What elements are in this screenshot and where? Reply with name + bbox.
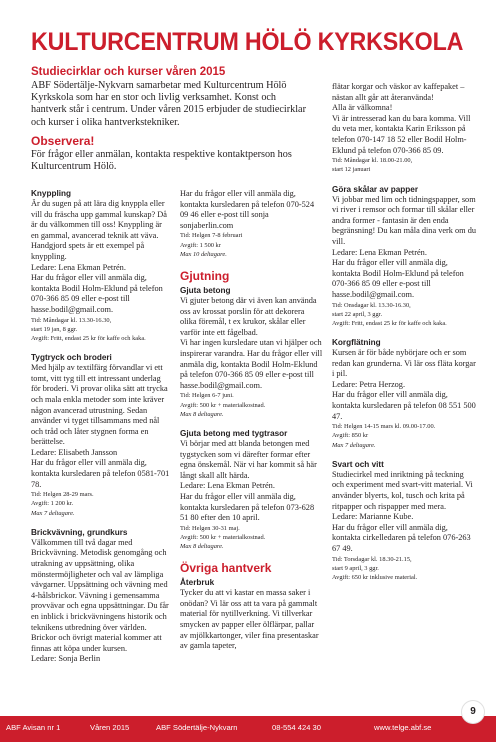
course-title: Göra skålar av papper (332, 184, 419, 194)
course-body: Vi jobbar med lim och tidningspapper, som vi river i remsor och formar till skålar eller andra former - fantasin är den enda begränsning! Du kan måla dina verk om du vill. Ledare: Lena Ekman Petrén. Har du frågor eller vill anmäla dig, kontakta Bodil Holm-Eklund på telefon 070-366 85 09 eller e-post till hasse.bodil@gmail.com. (332, 194, 477, 299)
page-title: KULTURCENTRUM HÖLÖ KYRKSKOLA (31, 28, 464, 56)
footer-org: ABF Södertälje-Nykvarn (156, 723, 238, 732)
course-start: start 22 april, 3 ggr. (332, 310, 383, 318)
footer-website[interactable]: www.telge.abf.se (374, 723, 432, 732)
course-title: Svart och vitt (332, 459, 384, 469)
course-body: Har du frågor eller vill anmäla dig, kontakta kursledaren på telefon 070-524 09 46 eller e-post till sonja sonjaberlin.com (180, 189, 315, 230)
intro-text: ABF Södertälje-Nykvarn samarbetar med Kulturcentrum Hölö Kyrkskola som har en stor och livlig verksamhet. Konst och hantverk står i centrum. Under våren 2015 erbjuder de studiecirklar och kurser i olika hantverkstekniker. (31, 80, 306, 128)
course-time: Tid: Onsdagar kl. 13.30-16.30, (332, 301, 411, 309)
course-body: Tycker du att vi kastar en massa saker i onödan? Vi lär oss att ta vara på gammalt material för nytillverkning. Vi tillverkar smycken av papper eller ölflärpar, pallar av mjölkkartonger, viler fina presentaskar av gamla tapeter, (180, 588, 319, 651)
course-gjuta-tygtrasor (180, 429, 323, 551)
course-time: Tid: Helgen 6-7 juni. (180, 392, 234, 400)
course-time: Tid: Helgen 30-31 maj. (180, 524, 240, 532)
course-title: Korgflätning (332, 338, 381, 348)
course-fee: Avgift: 850 kr (332, 432, 369, 440)
course-fee: Avgift: 1 200 kr. (31, 500, 74, 508)
course-time: Tid: Måndagar kl. 13.30-16.30, (31, 316, 112, 324)
course-start: start 19 jan, 8 ggr. (31, 325, 78, 333)
course-fee: Avgift: 500 kr + materialkostnad. (180, 401, 266, 409)
course-time: Tid: Helgen 14-15 mars kl. 09.00-17.00. (332, 423, 436, 431)
course-time: Tid: Helgen 7-8 februari (180, 232, 243, 240)
footer-bar (0, 716, 496, 742)
course-body: Är du sugen på att lära dig knyppla eller vill du fräscha upp gammal kunskap? Då är du välkommen till oss! Knyppling är en gammal, avancerad teknik att väva. Handgjord spets är ett exempel på knyppling. Ledare: Lena Ekman Petrén. Har du frågor eller vill anmäla dig, kontakta Bodil Holm-Eklund på telefon 070-366 85 09 eller e-post till hasse.bodil@gmail.com. (31, 199, 167, 314)
column-1 (31, 189, 171, 675)
course-knyppling (31, 189, 171, 343)
course-tygtryck (31, 353, 171, 518)
course-title: Gjuta betong (180, 285, 231, 295)
course-korgflatning (332, 338, 477, 450)
course-time: Tid: Helgen 28-29 mars. (31, 491, 94, 499)
notice-text: För frågor eller anmälan, kontakta respektive kontaktperson hos Kulturcentrum Hölö. (31, 148, 292, 173)
course-title: Tygtryck och broderi (31, 353, 112, 363)
course-start: start 12 januari (332, 166, 371, 174)
course-body: Kursen är för både nybörjare och er som redan kan grunderna. Vi lär oss fläta korgar i pil. Ledare: Petra Herzog. Har du frågor eller vill anmäla dig, kontakta kursledaren på telefon 08 551 500 47. (332, 348, 476, 421)
course-brickvavning (31, 528, 171, 665)
footer-season: Våren 2015 (90, 723, 130, 732)
page-number: 9 (462, 701, 484, 723)
course-capacity: Max 7 deltagare. (332, 441, 376, 449)
course-time: Tid: Måndagar kl. 18.00-21.00, (332, 157, 413, 165)
course-body: Med hjälp av textilfärg förvandlar vi ett tomt, vitt tyg till ett intressant underlag för broderi. Vi provar olika sätt att trycka och mala enkla metoder som inte kräver någon avancerad utrustning. Sedan använder vi tyget tillsammans med nål och tråd och låter stygnen forma en berättelse. Ledare: Elisabeth Jansson Har du frågor eller vill anmäla dig, kontakta kursledaren på telefon 0581-701 78. (31, 363, 170, 489)
course-brickvavning-cont (180, 189, 323, 259)
course-aterbruk (180, 578, 323, 652)
course-body: flätar korgar och väskor av kaffepaket – nästan allt går att återanvända! Alla är välkomna! Vi är intresserad kan du bara komma. Vill du veta mer, kontakta Karin Eriksson på telefon 070-147 18 52 eller Bodil Holm-Eklund på telefon 070-366 85 09. (332, 82, 471, 155)
column-2 (180, 189, 323, 662)
course-time: Tid: Torsdagar kl. 18.30-21.15, (332, 555, 412, 563)
column-3 (332, 82, 477, 592)
course-svart-och-vitt (332, 460, 477, 582)
course-fee: Avgift: Fritt, endast 25 kr för kaffe och kaka. (31, 334, 146, 342)
course-capacity: Max 8 deltagare. (180, 410, 224, 418)
course-title: Gjuta betong med tygtrasor (180, 428, 288, 438)
course-fee: Avgift: 500 kr + materialkostnad. (180, 533, 266, 541)
course-body: Vi gjuter betong där vi även kan använda oss av krossat porslin för att dekorera olika föremål, t ex krukor, skålar eller varför inte ett fågelbad. Vi har ingen kursledare utan vi hjälper och inspirerar varandra. Har du frågor eller vill anmäla dig, kontakta Bodil Holm-Eklund på telefon 070-366 85 09 eller e-post till hasse.bodil@gmail.com. (180, 295, 323, 390)
course-skalar (332, 185, 477, 329)
course-gjuta-betong (180, 286, 323, 419)
course-capacity: Max 10 deltagare. (180, 250, 227, 258)
course-body: Studiecirkel med inriktning på teckning och experiment med svart-vitt material. Vi använder blyerts, kol, tusch och krita på ritpapper och rispapper med mera. Ledare: Marianne Kube. Har du frågor eller vill anmäla dig, kontakta cirkelledaren på telefon 076-263 67 49. (332, 469, 473, 554)
course-body: Välkommen till två dagar med Brickvävning. Metodisk genomgång och utrakning av uppsättning, olika mönstermöjligheter och val av lämpliga vävgarner. Uppsättning och vävning med 4-hålsbrickor. Vävning i gemensamma provvävar och egna uppsättningar. Du får en inblick i brickvävningens historik och teknikens utbredning över världen. Brickor och övrigt material kommer att finnas att köpa under kursen. Ledare: Sonja Berlin (31, 537, 169, 664)
course-title: Återbruk (180, 578, 215, 588)
category-heading: Övriga hantverk (180, 561, 272, 576)
footer-phone: 08-554 424 30 (272, 723, 321, 732)
course-body: Vi börjar med att blanda betongen med tygstycken som vi därefter formar efter egna önskemål. När vi har kommit så här långt skall allt härda. Ledare: Lena Ekman Petrén. Har du frågor eller vill anmäla dig, kontakta kursledaren på telefon 073-628 51 80 efter den 10 april. (180, 438, 317, 523)
notice-heading: Observera! (31, 133, 95, 148)
course-capacity: Max 8 deltagare. (180, 543, 224, 551)
course-start: start 9 april, 3 ggr. (332, 564, 379, 572)
intro-block (31, 66, 313, 173)
course-title: Brickvävning, grundkurs (31, 527, 128, 537)
category-heading: Gjutning (180, 268, 230, 283)
footer-issue: ABF Avisan nr 1 (6, 723, 61, 732)
course-capacity: Max 7 deltagare. (31, 509, 75, 517)
course-fee: Avgift: Fritt, endast 25 kr för kaffe och kaka. (332, 319, 447, 327)
course-title: Knyppling (31, 189, 72, 198)
course-aterbruk-cont (332, 82, 477, 175)
course-fee: Avgift: 1 500 kr (180, 241, 221, 249)
course-fee: Avgift: 650 kr inklusive material. (332, 574, 418, 582)
intro-heading: Studiecirklar och kurser våren 2015 (31, 66, 226, 78)
